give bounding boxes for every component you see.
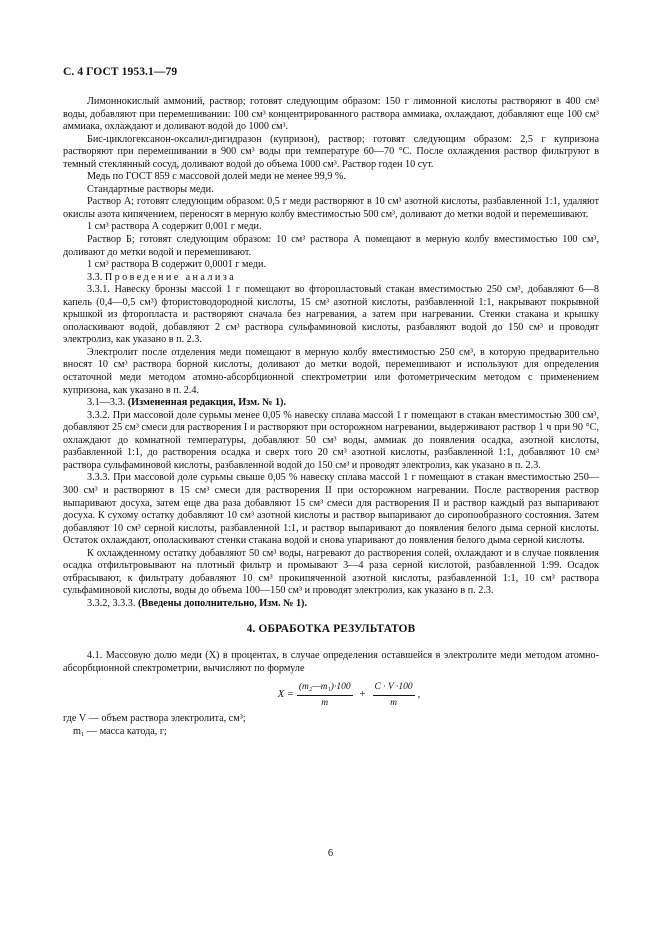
paragraph-solution-a-content: 1 см³ раствора А содержит 0,001 г меди.: [87, 221, 262, 233]
formula-where-m1: m₁ — масса катода, г;: [73, 725, 167, 737]
amendment-text: (Измененная редакция, Изм. № 1).: [127, 397, 286, 409]
fraction-1-denominator: m: [321, 697, 329, 708]
fraction-2-denominator: m: [390, 697, 398, 708]
amendment-note-1: [63, 397, 599, 410]
document-body: [63, 96, 599, 738]
amendment-ref: 3.3.2, 3.3.3.: [87, 597, 138, 609]
paragraph-solution-b-content: 1 см³ раствора В содержит 0,0001 г меди.: [87, 259, 267, 271]
formula-lhs: X =: [277, 688, 294, 700]
formula-plus: +: [359, 688, 366, 700]
formula: [63, 681, 599, 709]
paragraph-cuprizone: Бис-циклогексанон-оксалил-дигидразон (купризон), раствор; готовят следующим образом: 2,5 г купризона растворяют при перемешивании в 900 см³ воды при температуре 60—70 °С. После охлаждения раствор фильтруют в темный стеклянный сосуд, доливают водой до объема 1000 см³. Раствор годен 10 сут.: [63, 133, 599, 170]
paragraph-solution-a: Раствор А; готовят следующим образом: 0,5 г меди растворяют в 10 см³ азотной кислоты, разбавленной 1:1, удаляют окислы азота кипячением, переносят в мерную колбу вместимостью 500 см³, доливают до метки водой и перемешивают.: [63, 196, 599, 220]
page-header: С. 4 ГОСТ 1953.1—79: [63, 66, 178, 78]
subsection-title: Проведение анализа: [104, 271, 237, 283]
paragraph-ammonium-citrate: Лимоннокислый аммоний, раствор; готовят следующим образом: 150 г лимонной кислоты растворяют в 400 см³ воды, добавляют при перемешивании: 100 см³ концентрированного раствора аммиака, охлаждают, добавляют еще 100 см³ аммиака, охлаждают и доливают водой до 1000 см³.: [63, 96, 599, 133]
amendment-ref: 3.1—3.3.: [87, 397, 128, 409]
amendment-note-2: [63, 598, 599, 611]
fraction-1-numerator: (m₂—m₁)·100: [297, 681, 353, 696]
paragraph-copper: Медь по ГОСТ 859 с массовой долей меди не менее 99,9 %.: [87, 171, 346, 183]
paragraph-cooled-residue: К охлажденному остатку добавляют 50 см³ воды, нагревают до растворения солей, охлаждают и в случае появления осадка отфильтровывают на плотный фильтр и промывают 3—4 раза серной кислотой, разбавленной 1:99. Осадок отбрасывают, к фильтрату добавляют 10 см³ прокипяченной азотной кислоты, разбавленной 1:1, 10 см³ раствора сульфаминовой кислоты, воды до объема 100—150 см³ и проводят электролиз, как указано в п. 2.3.: [63, 547, 599, 597]
page-number: 6: [327, 848, 334, 859]
section-4-heading: 4. ОБРАБОТКА РЕЗУЛЬТАТОВ: [246, 623, 416, 636]
subsection-3-3-heading: [63, 272, 599, 285]
fraction-2-numerator: C · V ·100: [373, 681, 415, 696]
paragraph-3-3-2: 3.3.2. При массовой доле сурьмы менее 0,05 % навеску сплава массой 1 г помещают в стакан вместимостью 300 см³, добавляют 25 см³ смеси для растворения I и растворяют при осторожном нагревании, выдерживают раствор 1 ч при 90 °С, охлаждают до комнатной температуры, добавляют 50 см³ воды, аммиак до появления осадка, азотной кислоты, разбавленной 1:1, до растворения осадка и сверх того 20 см³ азотной кислоты, разбавленной 1:1, добавляют 10 см³ раствора сульфаминовой кислоты, разбавленной водой до 150 см³ и проводят электролиз, как указано в п. 2.3.: [63, 409, 599, 471]
paragraph-electrolyte: Электролит после отделения меди помещают в мерную колбу вместимостью 250 см³, в которую предварительно вносят 10 см³ раствора борной кислоты, доливают до метки водой, перемешивают и используют для определения остаточной меди методом атомно-абсорбционной спектрометрии или фотометрическим методом с применением купризона, как указано в п. 2.4.: [63, 346, 599, 396]
formula-fraction-1: [297, 681, 353, 709]
paragraph-solution-b: Раствор Б; готовят следующим образом: 10 см³ раствора А помещают в мерную колбу вместимостью 100 см³, доливают до метки водой и перемешивают.: [63, 234, 599, 258]
subsection-number: 3.3.: [87, 271, 103, 283]
amendment-text: (Введены дополнительно, Изм. № 1).: [137, 597, 308, 609]
paragraph-3-3-1: 3.3.1. Навеску бронзы массой 1 г помещают во фторопластовый стакан вместимостью 250 см³, добавляют 6—8 капель (0,4—0,5 см³) фтористоводородной кислоты, 15 см³ азотной кислоты, разбавленной 1:1, накрывают покрывной крышкой из фторопласта и растворяют сначала без нагревания, а затем при нагревании. Стенки стакана и крышку ополаскивают водой, добавляют 2 см³ раствора сульфаминовой кислоты, разбавляют водой до 150 см³ и проводят электролиз, как указано в п. 2.3.: [63, 284, 599, 346]
paragraph-4-1: 4.1. Массовую долю меди (X) в процентах, в случае определения оставшейся в электролите меди методом атомно-абсорбционной спектрометрии, вычисляют по формуле: [63, 649, 599, 674]
paragraph-3-3-3: 3.3.3. При массовой доле сурьмы свыше 0,05 % навеску сплава массой 1 г помещают в стакан вместимостью 250—300 см³ и растворяют в 15 см³ смеси для растворения II при осторожном нагревании. После растворения раствор выпаривают досуха, затем еще два раза добавляют 15 см³ смеси для растворения II и раствор каждый раз выпаривают досуха. К сухому остатку добавляют 10 см³ азотной кислоты и раствор выпаривают до сиропообразного состояния. Затем добавляют 10 см³ серной кислоты, разбавленной 1:1, и раствор выпаривают до появления белого дыма серной кислоты. Остаток охлаждают, ополаскивают стенки стакана водой и снова упаривают до появления белого дыма серной кислоты.: [63, 472, 599, 547]
paragraph-standard-solutions: Стандартные растворы меди.: [87, 183, 214, 195]
formula-where-v: где V — объем раствора электролита, см³;: [63, 713, 246, 725]
formula-tail: ,: [417, 688, 421, 700]
formula-fraction-2: [373, 681, 415, 709]
